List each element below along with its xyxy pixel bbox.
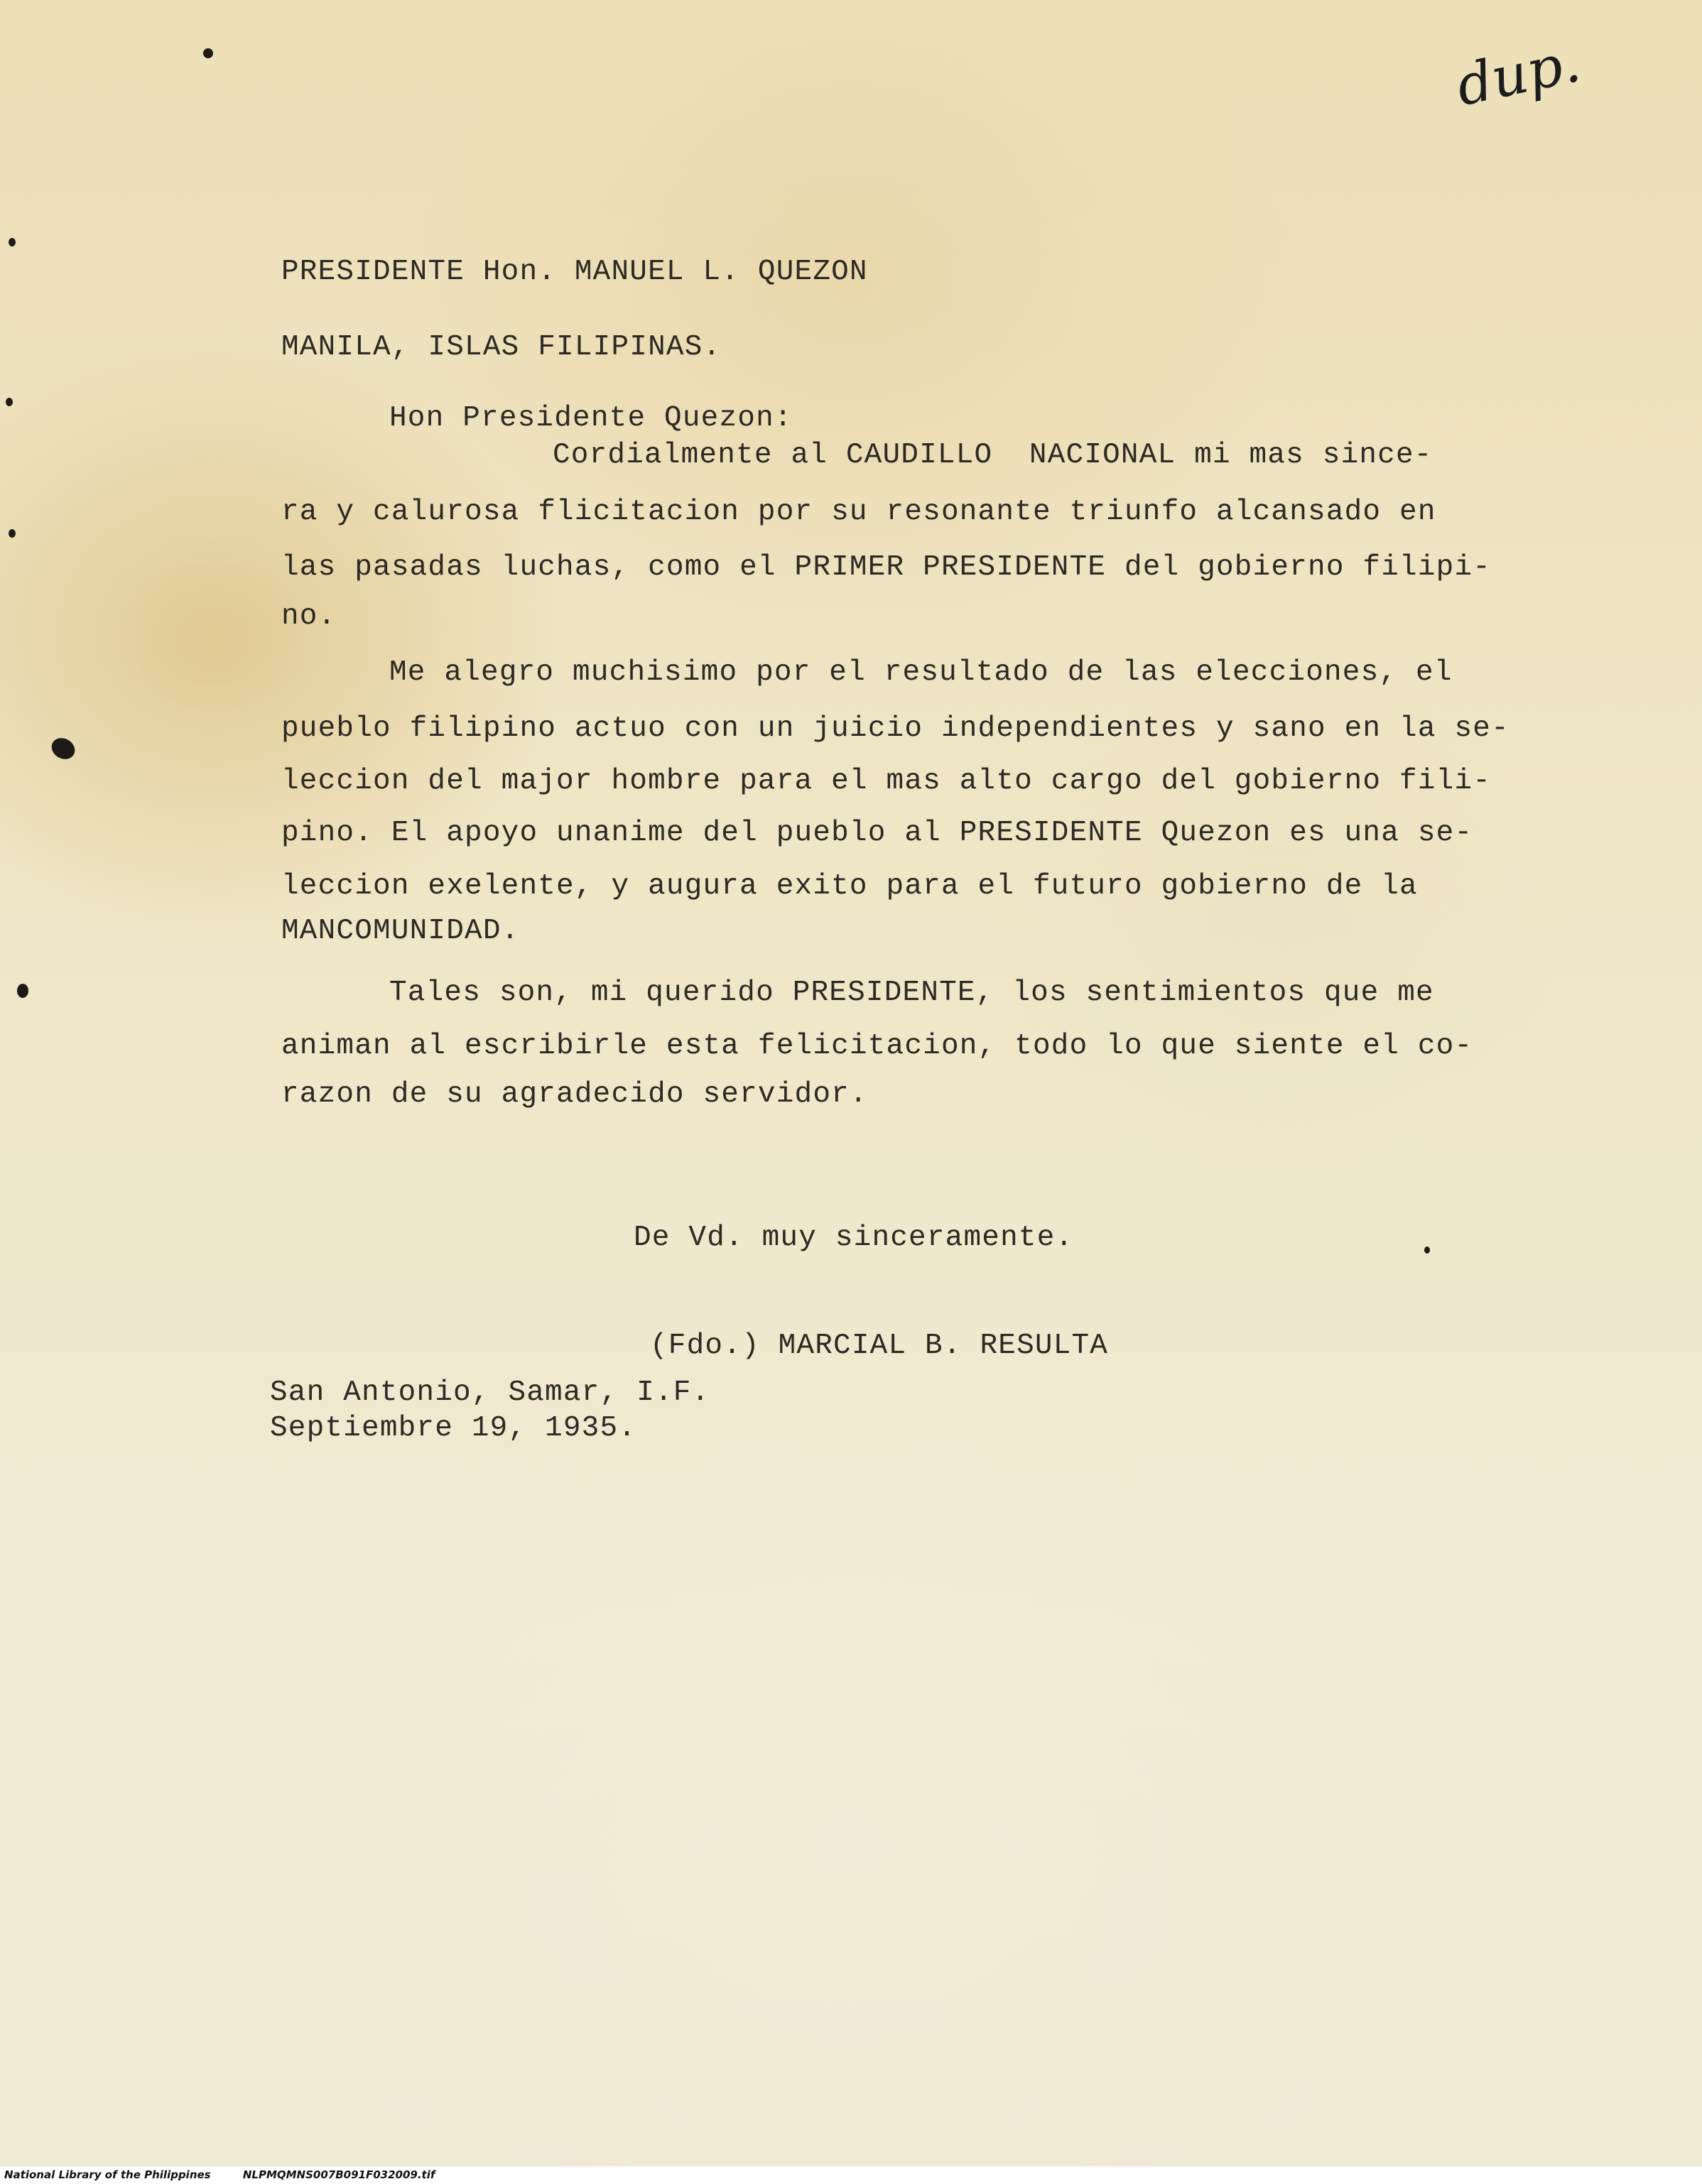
body-line: pueblo filipino actuo con un juicio independientes y sano en la se- (281, 712, 1509, 745)
recipient-address: MANILA, ISLAS FILIPINAS. (281, 331, 722, 364)
ink-blot (48, 734, 78, 763)
ink-blot (17, 984, 28, 998)
body-line: Me alegro muchisimo por el resultado de las elecciones, el (389, 656, 1453, 689)
footer-library: National Library of the Philippines (4, 2168, 211, 2181)
salutation: Hon Presidente Quezon: (389, 402, 793, 435)
place: San Antonio, Samar, I.F. (270, 1376, 710, 1409)
recipient-name: PRESIDENTE Hon. MANUEL L. QUEZON (281, 256, 868, 288)
handwritten-annotation: dup. (1451, 30, 1586, 119)
body-line: razon de su agradecido servidor. (281, 1078, 868, 1111)
binding-mark (6, 398, 13, 406)
closing: De Vd. muy sinceramente. (634, 1222, 1074, 1254)
body-line: animan al escribirle esta felicitacion, todo lo que siente el co- (281, 1030, 1473, 1063)
paper-speck (1424, 1246, 1430, 1254)
body-line: ra y calurosa flicitacion por su resonante triunfo alcansado en (281, 496, 1436, 528)
ink-speck (203, 48, 213, 58)
scan-footer (0, 2166, 1702, 2184)
body-line: MANCOMUNIDAD. (281, 915, 520, 947)
body-line: leccion del major hombre para el mas alto cargo del gobierno fili- (281, 765, 1492, 798)
body-line: Cordialmente al CAUDILLO NACIONAL mi mas since- (553, 439, 1433, 472)
body-line: Tales son, mi querido PRESIDENTE, los sentimientos que me (389, 977, 1434, 1009)
body-line: leccion exelente, y augura exito para el futuro gobierno de la (281, 870, 1418, 903)
signature: (Fdo.) MARCIAL B. RESULTA (650, 1330, 1109, 1362)
footer-file-id: NLPMQMNS007B091F032009.tif (242, 2168, 435, 2181)
body-line: pino. El apoyo unanime del pueblo al PRESIDENTE Quezon es una se- (281, 817, 1473, 849)
binding-mark (9, 238, 16, 246)
body-line: las pasadas luchas, como el PRIMER PRESIDENTE del gobierno filipi- (281, 551, 1492, 584)
date: Septiembre 19, 1935. (270, 1412, 637, 1445)
binding-mark (9, 529, 16, 538)
body-line: no. (281, 600, 337, 633)
